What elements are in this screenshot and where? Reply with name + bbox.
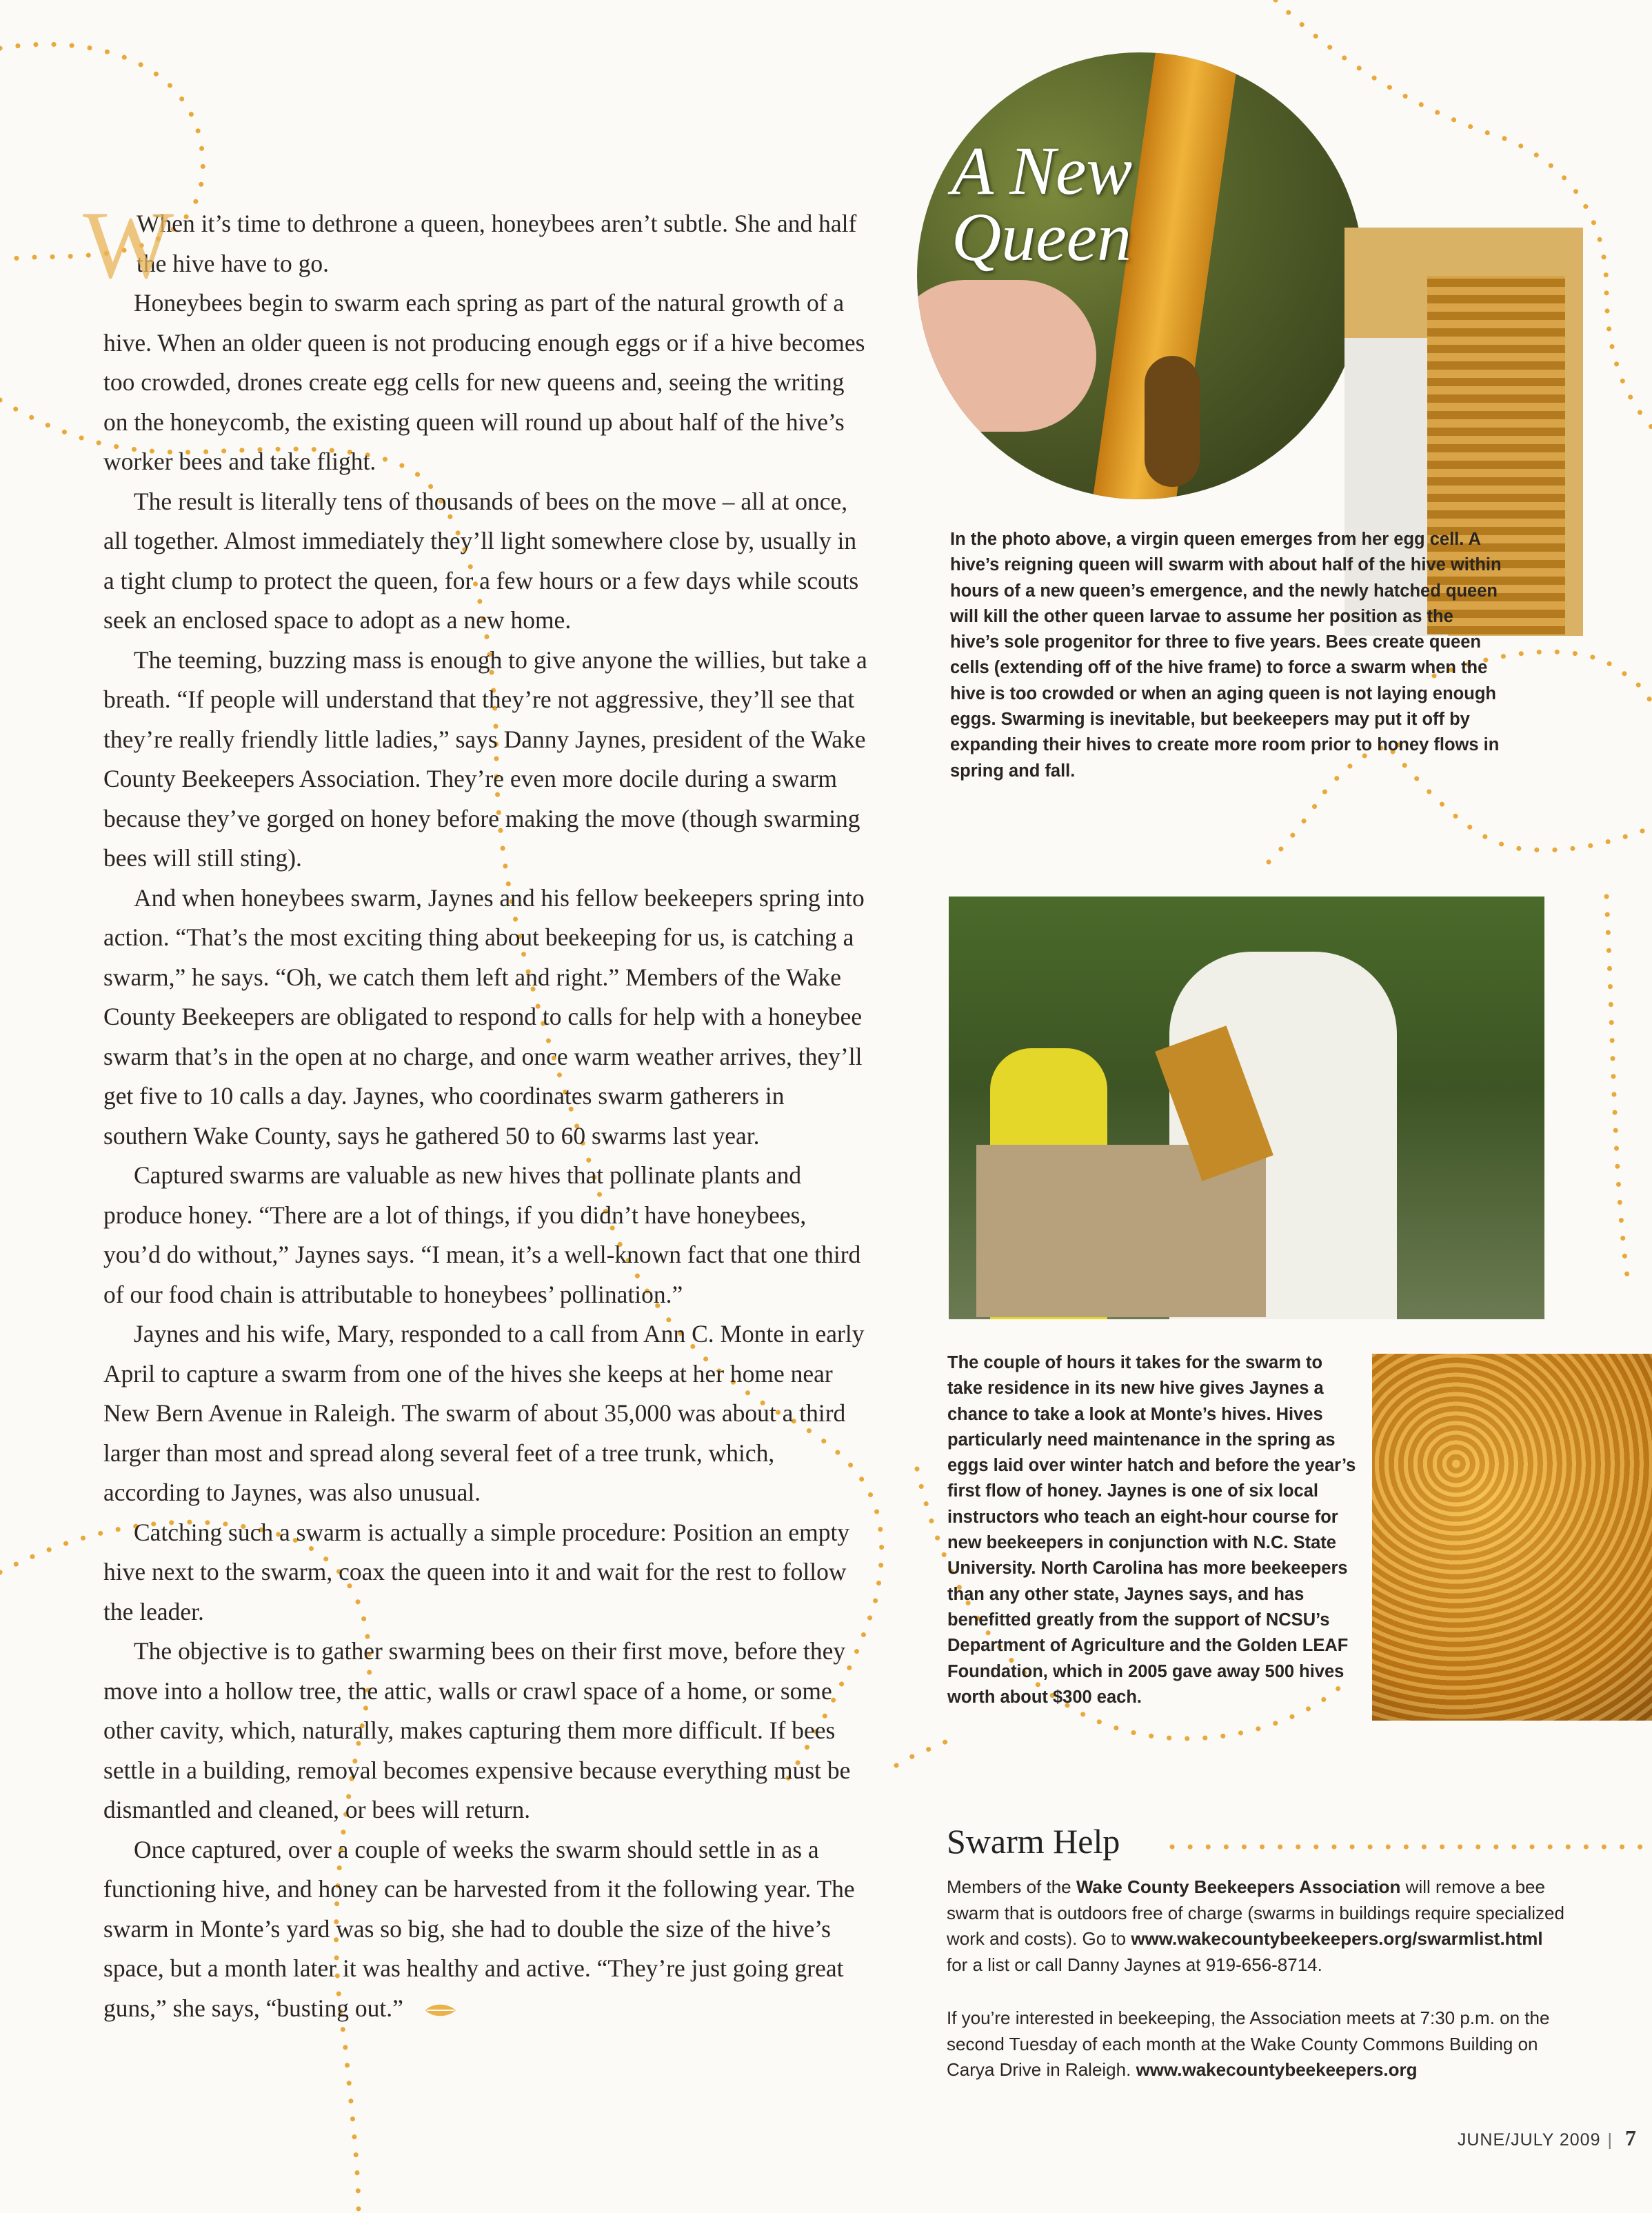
association-name: Wake County Beekeepers Association: [1076, 1876, 1401, 1897]
sidebar-p1-end: for a list or call Danny Jaynes at 919-656-8714.: [947, 1954, 1322, 1975]
article-paragraph-5: And when honeybees swarm, Jaynes and his fellow beekeepers spring into action. “That’s the most exciting thing about beekeeping for us, is catching a swarm,” he says. “Oh, we catch them left and right.” Members of the Wake County Beekeepers are obligated to respond to calls for help with a honeybee swarm that’s in the open at no charge, and once warm weather arrives, they’ll get five to 10 calls a day. Jaynes, who coordinates swarm gatherers in southern Wake County, says he gathered 50 to 60 swarms last year.: [103, 883, 865, 1150]
article-paragraph-4: The teeming, buzzing mass is enough to give anyone the willies, but take a breath. “If people will understand that they’re not aggressive, they’ll see that they’re really friendly little ladies,” says Danny Jaynes, president of the Wake County Beekeepers Association. They’re even more docile during a swarm because they’ve gorged on honey before making the move (though swarming bees will still sting).: [103, 645, 867, 872]
article-paragraph-7: Jaynes and his wife, Mary, responded to a call from Ann C. Monte in early April to capture a swarm from one of the hives she keeps at her home near New Bern Avenue in Raleigh. The swarm of about 35,000 was about a third larger than most and spread along several feet of a tree trunk, which, according to Jaynes, was also unusual.: [103, 1320, 865, 1506]
sidebar-title: Swarm Help: [947, 1822, 1120, 1861]
sidebar-p2-text: If you’re interested in beekeeping, the Association meets at 7:30 p.m. on the second Tuesday of each month at the Wake County Commons Building on Carya Drive in Raleigh.: [947, 2007, 1550, 2080]
photo-title-line-1: A New: [951, 132, 1133, 209]
article-paragraph-9: The objective is to gather swarming bees on their first move, before they move into a hollow tree, the attic, walls or crawl space of a home, or some other cavity, which, naturally, makes capturing them more difficult. If bees settle in a building, removal becomes expensive because everything must be dismantled and cleaned, or bees will return.: [103, 1637, 851, 1823]
end-leaf-icon: [424, 2003, 457, 2018]
page-footer: [1458, 2125, 1637, 2151]
sidebar-body: [947, 1874, 1567, 2111]
article-body: [83, 192, 869, 2028]
beekeepers-photo: [949, 897, 1544, 1319]
sidebar-paragraph-1: [947, 1874, 1567, 1978]
footer-separator: |: [1607, 2130, 1613, 2150]
first-paragraph-wrap: [83, 192, 869, 299]
article-paragraph-6: Captured swarms are valuable as new hives that pollinate plants and produce honey. “There are a lot of things, if you didn’t have honeybees, you’d do without,” Jaynes says. “I mean, it’s a well-known fact that one third of our food chain is attributable to honeybees’ pollination.”: [103, 1161, 861, 1308]
sidebar-p1-intro: Members of the: [947, 1876, 1076, 1897]
association-website-link[interactable]: www.wakecountybeekeepers.org: [1136, 2059, 1418, 2080]
sidebar-paragraph-2: [947, 2005, 1567, 2083]
article-paragraph-3: The result is literally tens of thousands of bees on the move – all at once, all together. Almost immediately they’ll light somewhere close by, usually in a tight clump to protect the queen, for a few hours or a few days while scouts seek an enclosed space to adopt as a new home.: [103, 487, 859, 634]
beekeepers-photo-caption: The couple of hours it takes for the swarm to take residence in its new hive gives Jaynes a chance to take a look at Monte’s hives. Hives particularly need maintenance in the spring as eggs laid over winter hatch and before the year’s first flow of honey. Jaynes is one of six local instructors who teach an eight-hour course for new beekeepers in conjunction with N.C. State University. North Carolina has more beekeepers than any other state, Jaynes says, and has benefitted greatly from the support of NCSU’s Department of Agriculture and the Golden LEAF Foundation, which in 2005 gave away 500 hives worth about $300 each.: [947, 1353, 1356, 1707]
page-number: 7: [1625, 2125, 1637, 2150]
article-paragraph-10: [103, 1830, 869, 2029]
article-paragraph-8: Catching such a swarm is actually a simple procedure: Position an empty hive next to the swarm, coax the queen into it and wait for the rest to follow the leader.: [103, 1518, 850, 1625]
issue-date: JUNE/JULY 2009: [1457, 2130, 1601, 2150]
swarmlist-link[interactable]: www.wakecountybeekeepers.org/swarmlist.html: [1131, 1928, 1543, 1949]
article-paragraph-10-text: Once captured, over a couple of weeks the swarm should settle in as a functioning hive, and honey can be harvested from it the following year. The swarm in Monte’s yard was so big, she had to double the size of the hive’s space, but a month later it was healthy and active. “They’re just going great guns,” she says, “busting out.”: [103, 1835, 855, 2022]
drop-cap: W: [83, 192, 174, 299]
photo-title: [951, 132, 1186, 275]
queen-photo-caption: In the photo above, a virgin queen emerges from her egg cell. A hive’s reigning queen will swarm with about half of the hive within hours of a new queen’s emergence, and the newly hatched queen will kill the other queen larvae to assume her position as the hive’s sole progenitor for three to five years. Bees create queen cells (extending off of the hive frame) to force a swarm when the hive is too crowded or when an aging queen is not laying enough eggs. Swarming is inevitable, but beekeepers may put it off by expanding their hives to create more room prior to honey flows in spring and fall.: [950, 530, 1502, 781]
photo-title-line-2: Queen: [951, 199, 1131, 275]
sidebar-p1-middle: will remove a bee swarm that is outdoors free of charge (swarms in buildings require specialized work and costs). Go to: [947, 1876, 1564, 1949]
honeycomb-photo: [1372, 1354, 1652, 1721]
article-paragraph-2: Honeybees begin to swarm each spring as part of the natural growth of a hive. When an older queen is not producing enough eggs or if a hive becomes too crowded, drones create egg cells for new queens and, seeing the writing on the honeycomb, the existing queen will round up about half of the hive’s worker bees and take flight.: [103, 289, 865, 475]
queen-emerging-photo: [917, 52, 1364, 499]
article-paragraph-1: When it’s time to dethrone a queen, honeybees aren’t subtle. She and half the hive have to go.: [137, 210, 857, 277]
